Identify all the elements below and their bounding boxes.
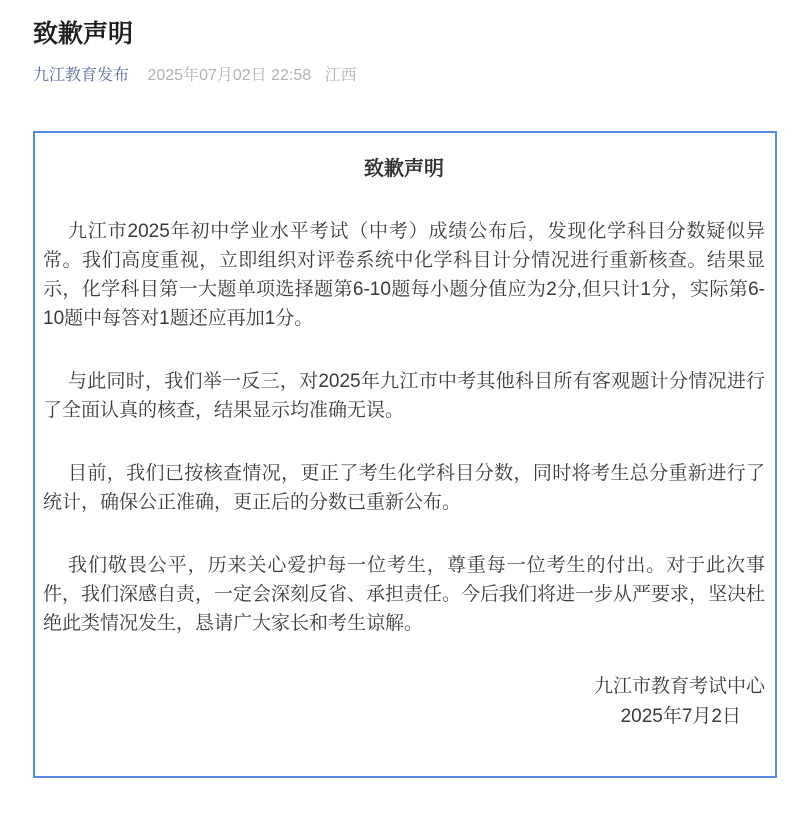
signature-name: 九江市教育考试中心 (593, 676, 765, 697)
statement-paragraph-1: 九江市2025年初中学业水平考试（中考）成绩公布后，发现化学科目分数疑似异常。我们高度重视，立即组织对评卷系统中化学科目计分情况进行重新核查。结果显示，化学科目第一大题单项选择题第6-10题每小题分值应为2分,但只计1分，实际第6-10题中每答对1题还应再加1分。 (43, 221, 765, 329)
publish-location: 江西 (324, 67, 357, 84)
statement-paragraph-3: 目前，我们已按核查情况，更正了考生化学科目分数，同时将考生总分重新进行了统计，确保公正准确，更正后的分数已重新公布。 (43, 463, 765, 513)
statement-paragraph-4: 我们敬畏公平，历来关心爱护每一位考生，尊重每一位考生的付出。对于此次事件，我们深感自责，一定会深刻反省、承担责任。今后我们将进一步从严要求，坚决杜绝此类情况发生，恳请广大家长和考生谅解。 (43, 555, 766, 634)
publish-timestamp: 2025年07月02日 22:58 (147, 67, 312, 84)
statement-paragraph-2: 与此同时，我们举一反三，对2025年九江市中考其他科目所有客观题计分情况进行了全面认真的核查，结果显示均准确无误。 (43, 371, 765, 421)
signature-date: 2025年7月2日 (620, 706, 741, 727)
statement-title: 致歉声明 (364, 158, 444, 180)
account-name-link[interactable]: 九江教育发布 (33, 67, 130, 84)
signature-block (43, 672, 765, 732)
page-title: 致歉声明 (33, 20, 134, 48)
byline (33, 65, 777, 87)
statement-box (33, 131, 777, 778)
